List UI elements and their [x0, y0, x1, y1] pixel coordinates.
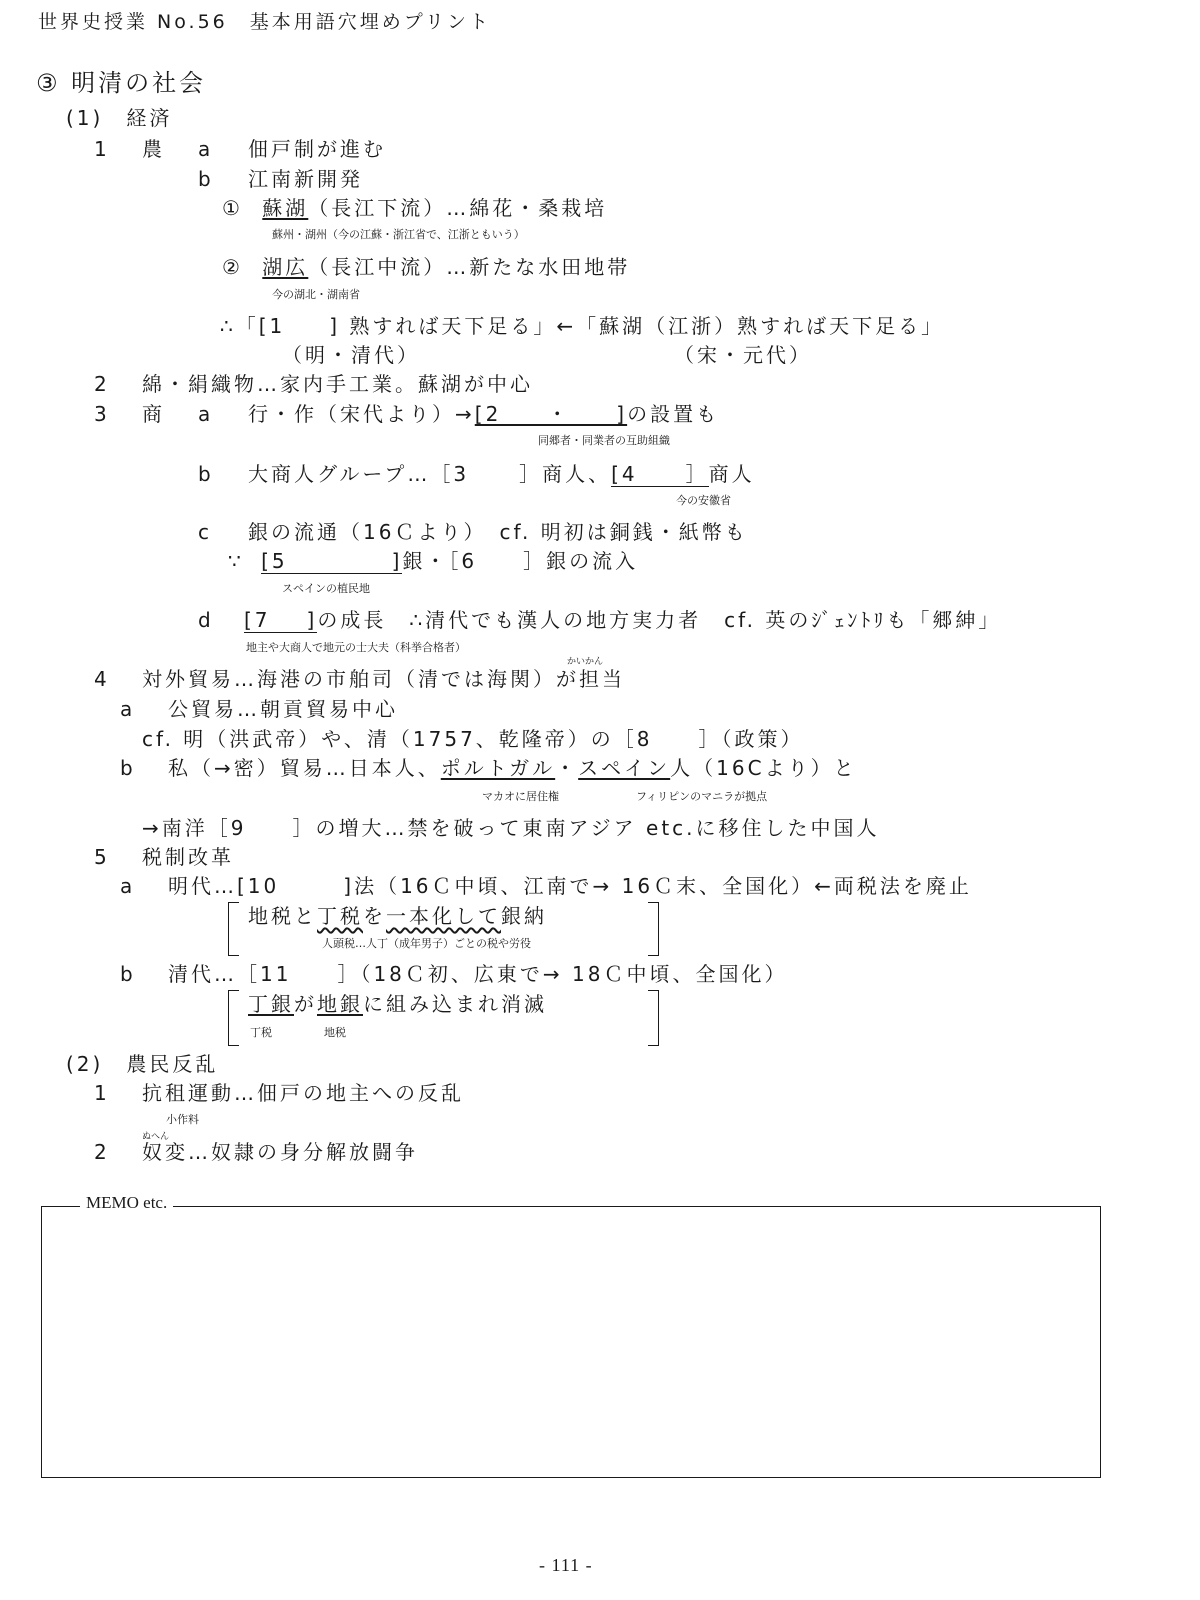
- commerce-d-line: [244, 608, 1001, 633]
- tax-a-post: ]法（16Ｃ中頃、江南で→ 16Ｃ末、全国化）←両税法を廃止: [343, 874, 972, 898]
- dingyin-note: 丁税: [250, 1026, 272, 1039]
- revolt-1-text: 抗租運動…佃戸の地主への反乱: [142, 1081, 464, 1105]
- saying-rest: ] 熟すれば天下足る」←「蘇湖（江浙）熟すれば天下足る」: [329, 314, 945, 338]
- commerce-a-post: の設置も: [627, 402, 720, 426]
- agri-b2-line: [222, 255, 630, 279]
- agri-b1-line: [222, 196, 607, 220]
- revolt-2-number: 2: [94, 1140, 110, 1164]
- blank-2[interactable]: [2 ・ ]: [474, 402, 628, 426]
- revolt-heading: (2) 農民反乱: [66, 1052, 219, 1076]
- tax-a-bracket-right: [648, 902, 659, 956]
- agri-a-text: 佃戸制が進む: [248, 137, 386, 161]
- agri-number: 1: [94, 137, 110, 161]
- tax-b-text: 清代…［11 ］（18Ｃ初、広東で→ 18Ｃ中頃、全国化）: [168, 962, 788, 986]
- agri-b-letter: b: [198, 167, 214, 191]
- saying-line: [220, 314, 944, 338]
- blank-4-note: 今の安徽省: [676, 494, 731, 507]
- era-ming-qing: （明・清代）: [282, 343, 420, 367]
- tax-b-box-text: 丁銀が地銀に組み込まれ消滅: [248, 992, 547, 1016]
- dingyin-term: 丁銀: [248, 992, 294, 1016]
- commerce-c2-line: [228, 549, 638, 574]
- textile-number: 2: [94, 372, 110, 396]
- kozo-note: 小作料: [166, 1113, 199, 1126]
- blank-10[interactable]: [10: [237, 874, 280, 898]
- commerce-d-post: の成長 ∴清代でも漢人の地方実力者 cf. 英のｼﾞｪﾝﾄﾘも「郷紳」: [317, 608, 1002, 632]
- commerce-c-text: 銀の流通（16Ｃより） cf. 明初は銅銭・紙幣も: [248, 520, 748, 544]
- tax-a-letter: a: [120, 874, 136, 898]
- tax-text: 税制改革: [142, 845, 234, 869]
- spain-note: フィリピンのマニラが拠点: [636, 790, 768, 803]
- commerce-label: 商: [142, 402, 165, 426]
- trade-b-pre: 私（→密）貿易…日本人、: [168, 756, 441, 780]
- tax-a-bracket-left: [228, 902, 239, 956]
- textile-text: 綿・絹織物…家内手工業。蘇湖が中心: [142, 372, 533, 396]
- huguang-description: （長江中流）…新たな水田地帯: [308, 255, 631, 279]
- commerce-b-letter: b: [198, 462, 214, 486]
- tax-a-pre: 明代…: [168, 874, 237, 898]
- agri-label: 農: [142, 137, 165, 161]
- tax-number: 5: [94, 845, 110, 869]
- commerce-a-line: [248, 402, 719, 426]
- worksheet-title: 世界史授業 No.56 基本用語穴埋めプリント: [38, 11, 492, 33]
- huguang-note: 今の湖北・湖南省: [272, 288, 360, 301]
- trade-number: 4: [94, 667, 110, 691]
- haiguan-ruby: かいかん: [567, 657, 604, 667]
- trade-b-letter: b: [120, 756, 136, 780]
- trade-a-letter: a: [120, 697, 136, 721]
- blank-7-note: 地主や大商人で地元の士大夫（科挙合格者）: [246, 641, 466, 654]
- blank-2-note: 同郷者・同業者の互助組織: [538, 434, 670, 447]
- memo-box[interactable]: [41, 1206, 1101, 1478]
- huguang-term: 湖広: [262, 255, 309, 279]
- spain-term: スペイン: [578, 756, 671, 780]
- tax-b-letter: b: [120, 962, 136, 986]
- diyin-note: 地税: [324, 1026, 346, 1039]
- circled-one-mark: ①: [222, 196, 243, 220]
- section-title: ③ 明清の社会: [36, 69, 207, 97]
- dingshui-term: 丁税: [317, 904, 363, 928]
- commerce-d-letter: d: [198, 608, 214, 632]
- trade-b-line: 私（→密）貿易…日本人、ポルトガル・スペイン人（16Cより）と: [168, 756, 857, 780]
- page-number: - 111 -: [539, 1555, 593, 1575]
- memo-label: MEMO etc.: [80, 1193, 173, 1213]
- commerce-c-letter: c: [198, 520, 212, 544]
- circled-two-mark: ②: [222, 255, 243, 279]
- tax-a-line: [168, 874, 972, 898]
- blank-5[interactable]: [5 ]: [261, 549, 403, 573]
- commerce-b-pre: 大商人グループ…［3: [248, 462, 470, 486]
- commerce-a-letter: a: [198, 402, 214, 426]
- suhu-description: （長江下流）…綿花・桑栽培: [308, 196, 608, 220]
- economy-heading: (1) 経済: [66, 106, 173, 130]
- tax-b-bracket-left: [228, 990, 239, 1046]
- suhu-term: 蘇湖: [262, 196, 309, 220]
- because-mark: ∵: [228, 549, 244, 573]
- agri-b-text: 江南新開発: [248, 167, 363, 191]
- commerce-b-post: 商人: [708, 462, 755, 486]
- commerce-c2-post: 銀・［6 ］銀の流入: [402, 549, 639, 573]
- tax-b-bracket-right: [648, 990, 659, 1046]
- commerce-number: 3: [94, 402, 110, 426]
- era-song-yuan: （宋・元代）: [674, 343, 812, 367]
- blank-5-note: スペインの植民地: [282, 582, 370, 595]
- portugal-term: ポルトガル: [440, 756, 556, 780]
- dingshui-note: 人頭税…人丁（成年男子）ごとの税や労役: [322, 937, 531, 950]
- saying-blank-1-open: ∴「[1: [220, 314, 286, 338]
- tax-a-box-text: 地税と丁税を一本化して銀納: [248, 904, 547, 928]
- revolt-2-text: 奴変…奴隷の身分解放闘争: [142, 1140, 418, 1164]
- commerce-b-mid: ］商人、: [519, 462, 612, 486]
- commerce-b-line: [248, 462, 755, 487]
- blank-7[interactable]: [7 ]: [244, 608, 318, 632]
- trade-result-line: →南洋［9 ］の増大…禁を破って東南アジア etc.に移住した中国人: [142, 816, 880, 840]
- blank-4[interactable]: [4 ］: [611, 462, 709, 486]
- unify-term: 一本化して: [386, 904, 501, 928]
- suhu-note: 蘇州・湖州（今の江蘇・浙江省で、江浙ともいう）: [272, 228, 525, 241]
- trade-a-text: 公貿易…朝貢貿易中心: [168, 697, 398, 721]
- trade-b-post: 人（16Cより）と: [670, 756, 857, 780]
- commerce-a-pre: 行・作（宋代より）→: [248, 402, 475, 426]
- trade-text: 対外貿易…海港の市舶司（清では海関）が担当: [142, 667, 625, 691]
- revolt-1-number: 1: [94, 1081, 110, 1105]
- portugal-note: マカオに居住権: [482, 790, 559, 803]
- agri-a-letter: a: [198, 137, 214, 161]
- diyin-term: 地銀: [317, 992, 363, 1016]
- nuhen-ruby: ぬへん: [142, 1132, 170, 1142]
- trade-cf-line: cf. 明（洪武帝）や、清（1757、乾隆帝）の［8 ］（政策）: [142, 727, 804, 751]
